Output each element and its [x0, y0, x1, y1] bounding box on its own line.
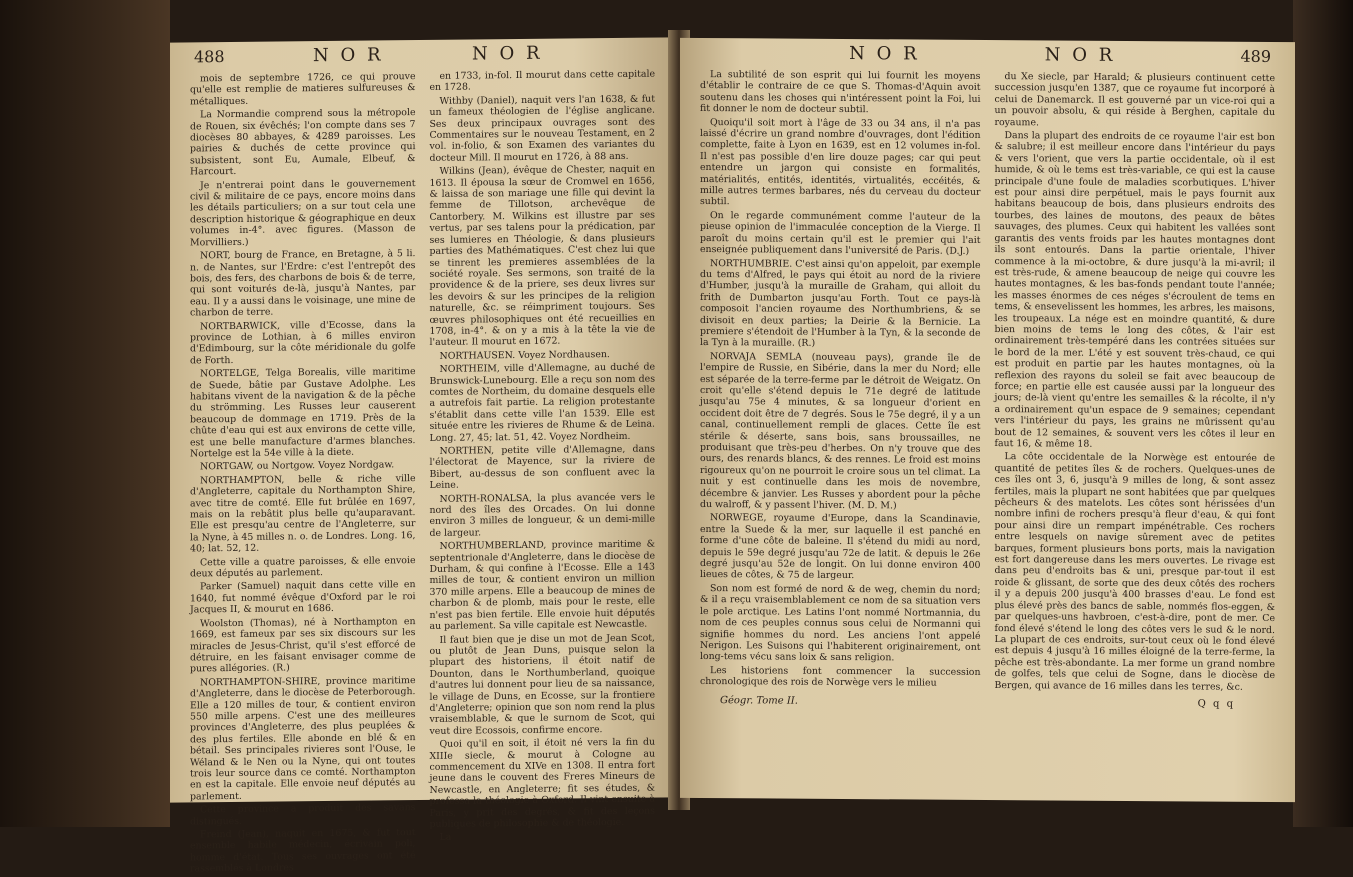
- paragraph: La: [439, 832, 452, 844]
- right-head-col1: N O R: [849, 43, 920, 65]
- left-column-2: [430, 69, 656, 875]
- paragraph: NORTELGE, Telga Borealis, ville maritime de Suede, bâtie par Gustave Adolphe. Les habitans vivent de la navigation & de la pêche du strömming. Les Russes leur causerent beaucoup de dommage en 1719. Près de la chûte d'eau qui est aux environs de cette ville, est une belle manufacture d'armes blanches. Nortelge est la 54e ville à la diete.: [190, 366, 416, 460]
- paragraph: NORTHUMBRIE. C'est ainsi qu'on appeloit, par exemple du tems d'Alfred, le pays qui étoit au nord de la riviere d'Humber, jusqu'à la muraille de Graham, qui alloit du frith de Dumbarton jusqu'au Forth. Tout ce pays-là composoit l'ancien royaume des Northumbriens, & se divisoit en deux parties; la Deirie & la Bernicie. La premiere s'étendoit de l'Humber à la Tyn, & la seconde de la Tyn à la muraille. (R.): [700, 257, 981, 350]
- paragraph: Cette ville a quatre paroisses, & elle envoie deux députés au parlement.: [190, 554, 416, 580]
- paragraph: mois de septembre 1726, ce qui prouve qu'elle est remplie de matieres sulfureuses & métalliques.: [190, 71, 416, 108]
- paragraph: Cette province a produit des savans distingués.: [190, 802, 416, 828]
- right-head-col2: N O R: [1044, 44, 1116, 66]
- paragraph: Woolston (Thomas), né à Northampton en 1669, est fameux par ses six discours sur les miracles de Jesus-Christ, qu'il s'est efforcé de détruire, en les faisant envisager comme de pures allégories. (R.): [190, 615, 416, 675]
- paragraph: Parker (Samuel) naquit dans cette ville en 1640, fut nommé évêque d'Oxford par le roi Jacques II, & mourut en 1686.: [190, 579, 416, 616]
- right-folio: 489: [1240, 46, 1271, 66]
- paragraph: Wilkins (Jean), évêque de Chester, naquit en 1613. Il épousa la sœur de Cromwel en 1656, & laissa de son mariage une fille qui devint la femme de Tillotson, archevêque de Cantorbery. M. Wilkins est illustre par ses vertus, par ses talens pour la prédication, par ses lumieres en Théologie, & dans plusieurs parties des Mathématiques. C'est chez lui que se tinrent les premieres assemblées de la société royale. Ses sermons, son traité de la providence & de la priere, ses deux livres sur les devoirs & sur les principes de la religion naturelle, &c. se réimpriment toujours. Ses œuvres philosophiques ont été recueillies en 1708, in-4°. & on y a mis à la tête la vie de l'auteur. Il mourut en 1672.: [429, 163, 655, 349]
- paragraph: La subtilité de son esprit qui lui fournit les moyens d'établir le contraire de ce que S. Thomas-d'Aquin avoit soutenu dans les choses qui n'intéressent point la Foi, lui fit donner le nom de docteur subtil.: [700, 69, 981, 116]
- paragraph: NORWEGE, royaume d'Europe, dans la Scandinavie, entre la Suede & la mer, sur laquelle il est panché en forme d'une côte de baleine. Il s'étend du midi au nord, depuis le 59e degré jusqu'au 72e de latit. & depuis le 26e degré jusqu'au 52e de longit. On lui donne environ 400 lieues de côtes, & 75 de largeur.: [700, 512, 981, 582]
- paragraph: NORTGAW, ou Nortgow. Voyez Nordgaw.: [200, 459, 395, 473]
- book-edge-shadow-right: [1293, 0, 1353, 827]
- paragraph: Son nom est formé de nord & de weg, chemin du nord; & il a reçu vraisemblablement ce nom de sa situation vers le pole arctique. Les Latins l'ont nommé Nortmannia, du nom de ces peuples connus sous celui de Normanni qui signifie hommes du nord. Les anciens l'ont appelé Nerigon. Les Suisons qui l'habiterent originairement, ont long-tems vécu sans loix & sans religion.: [700, 582, 981, 664]
- paragraph: en 1733, in-fol. Il mourut dans cette capitale en 1728.: [429, 68, 655, 94]
- paragraph: Je n'entrerai point dans le gouvernement civil & militaire de ce pays, encore moins dans les détails particuliers; on a sur tout cela une description historique & géographique en deux volumes in-4°. avec figures. (Masson de Morvilliers.): [190, 177, 416, 249]
- left-head-col1: N O R: [313, 44, 384, 67]
- paragraph: du Xe siecle, par Harald; & plusieurs continuent cette succession jusqu'en 1387, que ce royaume fut incorporé à celui de Danemarck. Il est gouverné par un vice-roi qui a un pouvoir absolu, & qui réside à Berghen, capitale du royaume.: [994, 71, 1275, 128]
- paragraph: NORTBARWICK, ville d'Ecosse, dans la province de Lothian, à 6 milles environ d'Edimbourg, sur la côte méridionale du golfe de Forth.: [190, 318, 416, 367]
- paragraph: Freind (Jean), naquit en 1675, & fut tout ensemble habile médecin, écrivain poli, homme d'état. Tous ses ouvrages ont été rassemblés à Londres: [190, 827, 416, 875]
- paragraph: NORVAJA SEMLA (nouveau pays), grande île de l'empire de Russie, en Sibérie, dans la mer du Nord; elle est séparée de la terre-ferme par le détroit de Weigatz. On croit qu'elle s'étend depuis le 71e degré de latitude jusqu'au 75e 4 minutes, & sa longueur d'orient en occident doit être de 7 degrés. Sous le 75e degré, il y a un canal, continuellement rempli de glaces. Cette île est stérile & déserte, sans bois, sans broussailles, ne produisant que très-peu d'herbes. On n'y trouve que des ours, des renards blancs, & des rennes. Le froid est moins rigoureux qu'on ne pourroit le croire sous un tel climat. La nuit y est continuelle dans les mois de novembre, décembre & janvier. Les Russes y abordent pour la pêche du walroff, & y passent l'hiver. (M. D. M.): [700, 350, 981, 512]
- paragraph: Il faut bien que je dise un mot de Jean Scot, ou plutôt de Jean Duns, puisque selon la plupart des historiens, il étoit natif de Dounton, dans le Northumberland, quoique d'autres lui donnent pour lieu de sa naissance, le village de Duns, en Ecosse, sur la frontiere d'Angleterre; opinion que son nom rend la plus vraisemblable, & que le surnom de Scot, qui veut dire Ecossois, confirme encore.: [429, 632, 655, 737]
- paragraph: NORTHEN, petite ville d'Allemagne, dans l'électorat de Mayence, sur la riviere de Bibert, au-dessus de son confluent avec la Leine.: [429, 443, 655, 492]
- paragraph: Dans la plupart des endroits de ce royaume l'air est bon & salubre; il est meilleur encore dans l'intérieur du pays & vers l'orient, que vers la partie occidentale, où il est humide, & où le tems est très-variable, ce qui est la cause principale d'une foule de maladies scorbutiques. L'hiver est pour ainsi dire perpétuel, mais le pays fournit aux habitans beaucoup de bois, dans plusieurs endroits des tourbes, des laines de moutons, des peaux de bêtes sauvages, des plumes. Ceux qui habitent les vallées sont garantis des vents froids par les hautes montagnes dont ils sont entourés. Dans la partie orientale, l'hiver commence à la mi-octobre, & dure jusqu'à la mi-avril; il est très-rude, & amene beaucoup de neige qui couvre les hautes montagnes, & les bas-fonds pendant toute l'année; les masses énormes de ces néges s'écroulent de tems en tems, & ensevelissent les hommes, les arbres, les maisons, les troupeaux. La nége est en moindre quantité, & dure bien moins de tems le long des côtes, & l'air est ordinairement très-tempéré dans les contrées situées sur le bord de la mer. L'été y est souvent très-chaud, ce qui est produit en partie par les hautes montagnes, où la reflexion des rayons du soleil se fait avec beaucoup de force; en partie elle est causée aussi par la longueur des jours; de-là vient qu'entre les semailles & la récolte, il n'y a ordinairement qu'un espace de 9 semaines; cependant vers l'intérieur du pays, les grains ne mûrissent qu'au bout de 12 semaines, & souvent vers les côtes il leur en faut 16, & même 18.: [994, 130, 1275, 450]
- paragraph: NORTH-RONALSA, la plus avancée vers le nord des îles des Orcades. On lui donne environ 3 milles de longueur, & un demi-mille de largeur.: [429, 491, 655, 539]
- paragraph: La Normandie comprend sous la métropole de Rouen, six évêchés; l'on compte dans ses 7 diocèses 80 abbayes, & 4289 paroisses. Les pairies & duchés de cette province qui subsistent, sont Eu, Aumale, Elbeuf, & Harcourt.: [190, 107, 416, 178]
- paragraph: NORTHUMBERLAND, province maritime & septentrionale d'Angleterre, dans le diocèse de Durham, & qui confine à l'Ecosse. Elle a 143 milles de tour, & contient environ un million 370 mille arpens. Elle a beaucoup de mines de charbon & de plomb, mais pour le reste, elle n'est pas bien fertile. Elle envoie huit députés au parlement. Sa ville capitale est Newcastle.: [429, 538, 655, 633]
- paragraph: La côte occidentale de la Norwège est entourée de quantité de petites îles & de rochers. Quelques-unes de ces îles ont 3, 6, jusqu'à 9 milles de long, & sont assez fertiles, mais la plupart ne sont habitées que par quelques pêcheurs & des matelots. Les côtes sont hérissées d'un nombre infini de rochers presqu'à fleur d'eau, & qui font pour ainsi dire un rempart impénétrable. Ces rochers entre lesquels on navige sûrement avec de petites barques, forment plusieurs bons ports, mais la navigation est fort dangereuse dans les mers ouvertes. Le rivage est dans peu d'endroits bas & uni, presque par-tout il est roide & glissant, de sorte que des deux côtés des rochers il y a depuis 200 jusqu'à 400 brasses d'eau. Le fond est plus élevé près des bancs de sable, nommés flos-eggen, & par quelques-uns havbroen, c'est-à-dire, pont de mer. Ce fond élevé s'étend le long des côtes vers le sud & le nord. La plupart de ces endroits, sur-tout ceux où le fond élevé est depuis 4 jusqu'à 16 milles éloigné de la terre-ferme, la pêche est très-abondante. La mer forme un grand nombre de golfes, tels que celui de Sogne, dans le diocèse de Bergen, qui avance de 16 milles dans les terres, &c.: [994, 451, 1275, 693]
- footer-signature: Q q q: [1197, 698, 1235, 710]
- paragraph: Quoiqu'il soit mort à l'âge de 33 ou 34 ans, il n'a pas laissé d'écrire un grand nombre d'ouvrages, dont l'édition complette, faite à Lyon en 1639, est en 12 volumes in-fol. Il n'est pas possible d'en lire douze pages; car qui peut entendre un jargon qui consiste en formalités, matérialités, entités, identités, virtualités, eccéités, & mille autres termes barbares, nés du cerveau du docteur subtil.: [700, 116, 981, 208]
- left-head-col2: N O R: [472, 42, 543, 65]
- right-column-1: [700, 69, 981, 693]
- left-page: [170, 37, 675, 875]
- left-folio: 488: [194, 47, 225, 67]
- book-edge-shadow-left: [0, 0, 170, 827]
- paragraph: On le regarde communément comme l'auteur de la pieuse opinion de l'immaculée conception de la Vierge. Il paroît du moins certain qu'il est le premier qui l'ait enseignée publiquement dans l'université de Paris. (D.J.): [700, 209, 981, 257]
- paragraph: Quoi qu'il en soit, il étoit né vers la fin du XIIIe siecle, & mourut à Cologne au commencement du XIVe en 1308. Il entra fort jeune dans le couvent des Freres Mineurs de Newcastle, en Angleterre; fit ses études, & professa la théologie à Oxford. Il vint ensuite à Paris, y prit des degrés, & fit des leçons publiques de philosophie & de théologie.: [429, 736, 655, 830]
- paragraph: Les historiens font commencer la succession chronologique des rois de Norwège vers le milieu: [700, 664, 981, 689]
- paragraph: NORTHAMPTON-SHIRE, province maritime d'Angleterre, dans le diocèse de Peterborough. Elle a 120 milles de tour, & contient environ 550 mille arpens. C'est une des meilleures provinces d'Angleterre, des plus peuplées & des plus fertiles. Elle abonde en blé & en bétail. Ses principales rivieres sont l'Ouse, le Wéland & le Nen ou la Nyne, qui ont toutes trois leur source dans ce comté. Northampton en est la capitale. Elle envoie neuf députés au parlement.: [190, 674, 416, 803]
- paragraph: NORTHEIM, ville d'Allemagne, au duché de Brunswick-Lunebourg. Elle a reçu son nom des comtes de Northeim, du domaine desquels elle a autrefois fait partie. La religion protestante s'établit dans cette ville l'an 1539. Elle est située entre les rivieres de Rhume & de Leina. Long. 27, 45; lat. 51, 42. Voyez Nordheim.: [429, 361, 655, 444]
- paragraph: NORT, bourg de France, en Bretagne, à 5 li. n. de Nantes, sur l'Erdre: c'est l'entrepôt des bois, des fers, des charbons de bois & de terre, qui sont voiturés de-là, jusqu'à Nantes, par eau. Il y a aussi dans le voisinage, une mine de charbon de terre.: [190, 248, 416, 319]
- footer-volume: Géogr. Tome II.: [720, 695, 798, 707]
- paragraph: NORTHAUSEN. Voyez Nordhausen.: [439, 348, 610, 362]
- left-column-1: [190, 71, 416, 877]
- right-column-2: [995, 71, 1276, 695]
- right-page: [680, 38, 1295, 802]
- paragraph: Withby (Daniel), naquit vers l'an 1638, & fut un fameux théologien de l'église anglicane. Ses deux principaux ouvrages sont des Commentaires sur le nouveau Testament, en 2 vol. in-folio, & son Examen des variantes du docteur Mill. Il mourut en 1726, à 88 ans.: [429, 93, 655, 164]
- paragraph: NORTHAMPTON, belle & riche ville d'Angleterre, capitale du Northampton Shire, avec titre de comté. Elle fut brûlée en 1697, mais on la rebâtit plus belle qu'auparavant. Elle est presqu'au centre de l'Angleterre, sur la Nyne, à 45 milles n. o. de Londres. Long. 16, 40; lat. 52, 12.: [190, 472, 416, 555]
